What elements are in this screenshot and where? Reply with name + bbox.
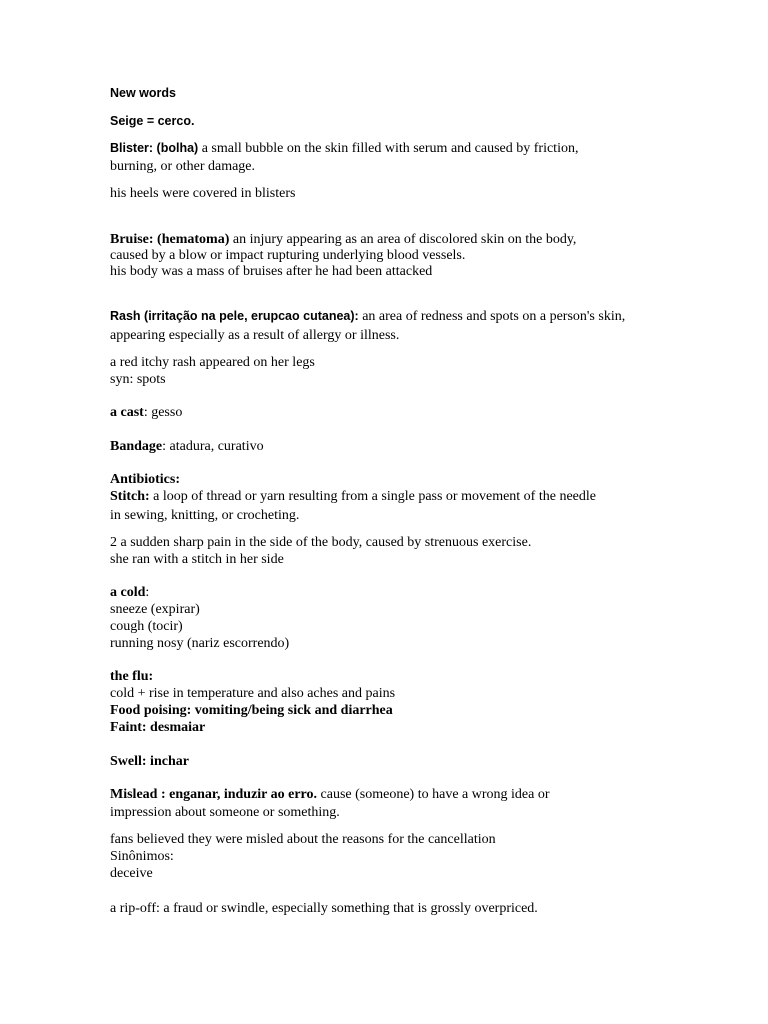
heading: New words [110,86,176,100]
entry-faint: Faint: desmaiar [110,720,206,735]
term-rash: Rash (irritação na pele, erupcao cutanea): [110,309,359,323]
mislead-def-cont: impression about someone or something. [110,805,340,820]
rash-syn: syn: spots [110,372,166,387]
stitch-example: she ran with a stitch in her side [110,552,284,567]
blister-example: his heels were covered in blisters [110,186,296,201]
mislead-syn-label: Sinônimos: [110,849,174,864]
entry-bruise: Bruise: (hematoma) an injury appearing as an area of discolored skin on the body, [110,232,577,247]
mislead-example: fans believed they were misled about the reasons for the cancellation [110,832,496,847]
rash-def-cont: appearing especially as a result of allergy or illness. [110,328,400,343]
entry-cold: a cold: [110,585,150,600]
cold-item: sneeze (expirar) [110,602,200,617]
term-mislead: Mislead : enganar, induzir ao erro. [110,787,318,802]
entry-blister: Blister: (bolha) a small bubble on the skin filled with serum and caused by friction, [110,141,579,156]
entry-rash: Rash (irritação na pele, erupcao cutanea): an area of redness and spots on a person's skin, [110,309,626,324]
entry-antibiotics: Antibiotics: [110,472,180,487]
cold-item: cough (tocir) [110,619,183,634]
blister-def-cont: burning, or other damage. [110,159,256,174]
entry-seige: Seige = cerco. [110,114,195,128]
cold-item: running nosy (nariz escorrendo) [110,636,290,651]
stitch-def-2: 2 a sudden sharp pain in the side of the body, caused by strenuous exercise. [110,535,532,550]
bruise-example: his body was a mass of bruises after he had been attacked [110,264,433,279]
entry-food-poisoning: Food poising: vomiting/being sick and diarrhea [110,703,393,718]
stitch-def-cont: in sewing, knitting, or crocheting. [110,508,300,523]
flu-def: cold + rise in temperature and also aches and pains [110,686,396,701]
entry-swell: Swell: inchar [110,754,189,769]
mislead-syn: deceive [110,866,153,881]
bruise-def-cont: caused by a blow or impact rupturing underlying blood vessels. [110,248,466,263]
rash-example: a red itchy rash appeared on her legs [110,355,315,370]
term-blister: Blister: (bolha) [110,141,199,155]
entry-ripoff: a rip-off: a fraud or swindle, especially something that is grossly overpriced. [110,901,538,916]
entry-stitch: Stitch: a loop of thread or yarn resulting from a single pass or movement of the needle [110,489,596,504]
entry-bandage: Bandage: atadura, curativo [110,439,264,454]
term-bruise: Bruise: (hematoma) [110,232,230,247]
entry-cast: a cast: gesso [110,405,183,420]
entry-flu: the flu: [110,669,154,684]
entry-mislead: Mislead : enganar, induzir ao erro. cause (someone) to have a wrong idea or [110,787,550,802]
